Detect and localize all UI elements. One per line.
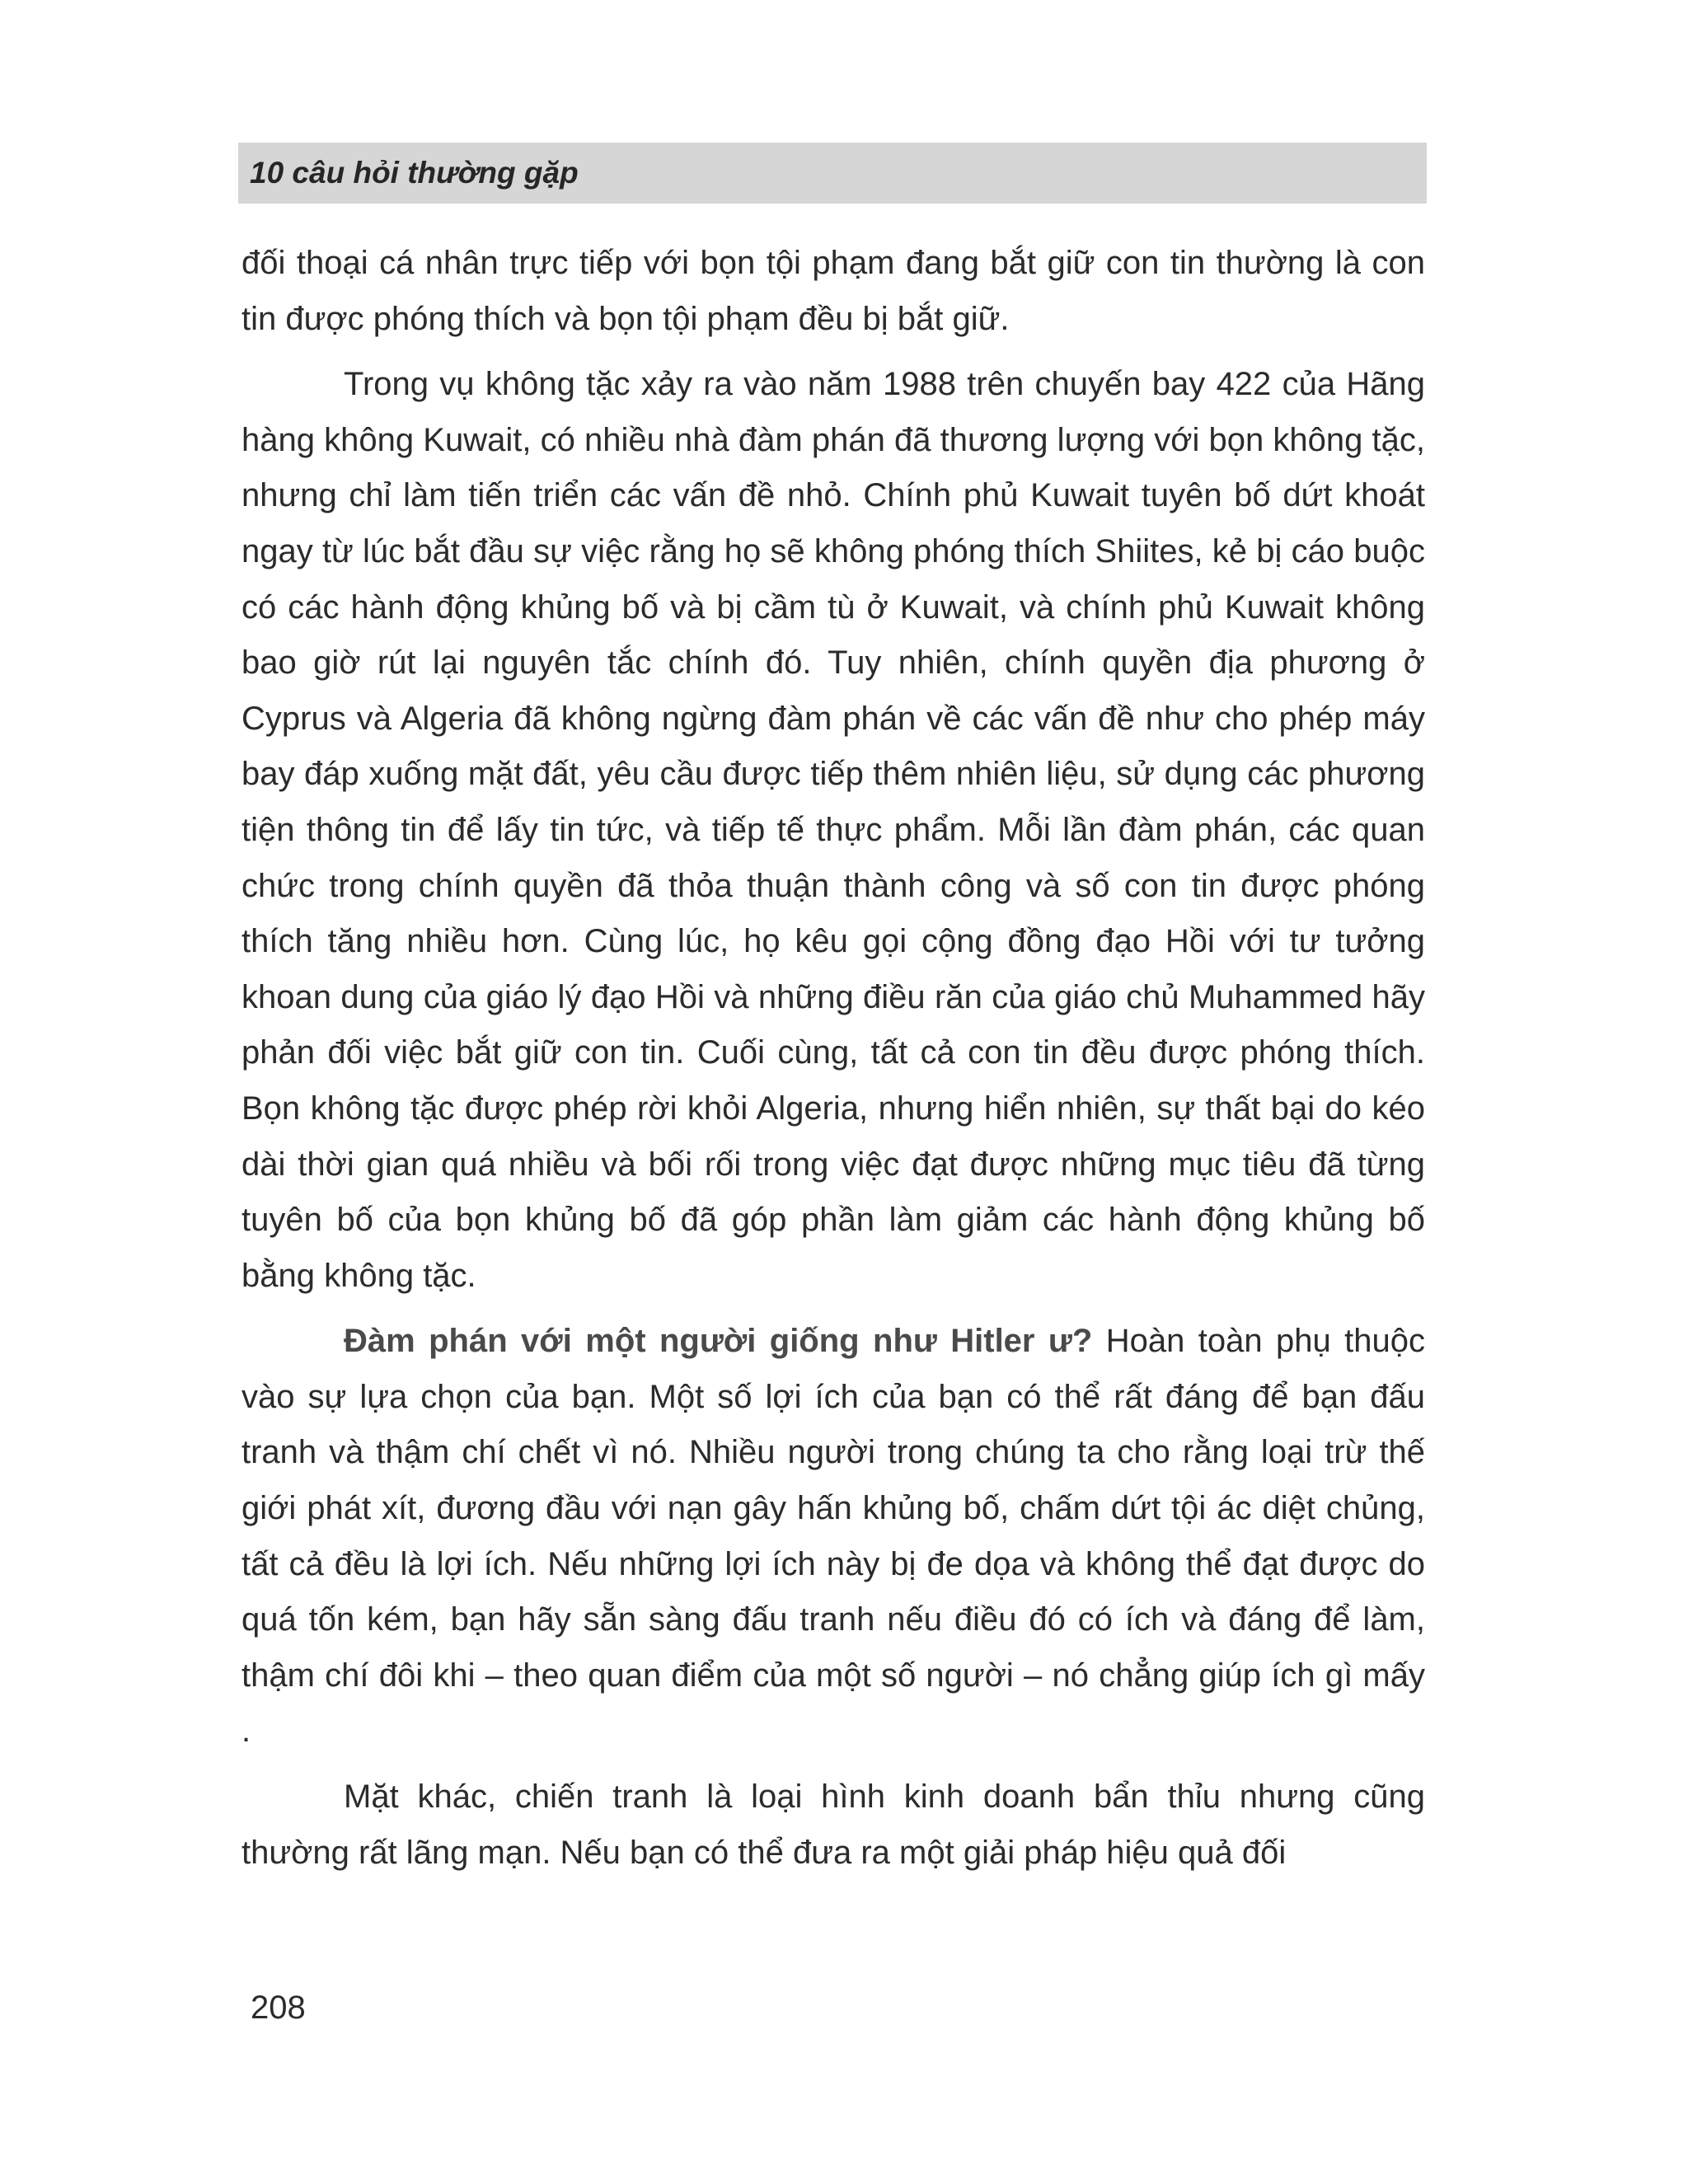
running-header: [238, 143, 1427, 204]
paragraph-hitler-negotiation: [241, 1314, 1425, 1760]
paragraph-bold-lead: Đàm phán với một người giống như Hitler ư?: [344, 1323, 1093, 1360]
paragraph-continuation: đối thoại cá nhân trực tiếp với bọn tội phạm đang bắt giữ con tin thường là con tin được phóng thích và bọn tội phạm đều bị bắt giữ.: [241, 245, 1425, 337]
running-header-title: 10 câu hỏi thường gặp: [250, 156, 579, 190]
paragraph-kuwait-hijacking: Trong vụ không tặc xảy ra vào năm 1988 trên chuyến bay 422 của Hãng hàng không Kuwait, có nhiều nhà đàm phán đã thương lượng với bọn không tặc, nhưng chỉ làm tiến triển các vấn đề nhỏ. Chính phủ Kuwait tuyên bố dứt khoát ngay từ lúc bắt đầu sự việc rằng họ sẽ không phóng thích Shiites, kẻ bị cáo buộc có các hành động khủng bố và bị cầm tù ở Kuwait, và chính phủ Kuwait không bao giờ rút lại nguyên tắc chính đó. Tuy nhiên, chính quyền địa phương ở Cyprus và Algeria đã không ngừng đàm phán về các vấn đề như cho phép máy bay đáp xuống mặt đất, yêu cầu được tiếp thêm nhiên liệu, sử dụng các phương tiện thông tin để lấy tin tức, và tiếp tế thực phẩm. Mỗi lần đàm phán, các quan chức trong chính quyền đã thỏa thuận thành công và số con tin được phóng thích tăng nhiều hơn. Cùng lúc, họ kêu gọi cộng đồng đạo Hồi với tư tưởng khoan dung của giáo lý đạo Hồi và những điều răn của giáo chủ Muhammed hãy phản đối việc bắt giữ con tin. Cuối cùng, tất cả con tin đều được phóng thích. Bọn không tặc được phép rời khỏi Algeria, nhưng hiển nhiên, sự thất bại do kéo dài thời gian quá nhiều và bối rối trong việc đạt được những mục tiêu đã từng tuyên bố của bọn khủng bố đã góp phần làm giảm các hành động khủng bố bằng không tặc.: [241, 366, 1425, 1294]
page-number: 208: [251, 1990, 306, 2026]
paragraph-hitler-text: Hoàn toàn phụ thuộc vào sự lựa chọn của bạn. Một số lợi ích của bạn có thể rất đáng để bạn đấu tranh và thậm chí chết vì nó. Nhiều người trong chúng ta cho rằng loại trừ thế giới phát xít, đương đầu với nạn gây hấn khủng bố, chấm dứt tội ác diệt chủng, tất cả đều là lợi ích. Nếu những lợi ích này bị đe dọa và không thể đạt được do quá tốn kém, bạn hãy sẵn sàng đấu tranh nếu điều đó có ích và đáng để làm, thậm chí đôi khi – theo quan điểm của một số người – nó chẳng giúp ích gì mấy .: [241, 1323, 1425, 1750]
paragraph-war-business: Mặt khác, chiến tranh là loại hình kinh doanh bẩn thỉu nhưng cũng thường rất lãng mạn. Nếu bạn có thể đưa ra một giải pháp hiệu quả đối: [241, 1779, 1425, 1871]
page-body: [241, 236, 1425, 1881]
